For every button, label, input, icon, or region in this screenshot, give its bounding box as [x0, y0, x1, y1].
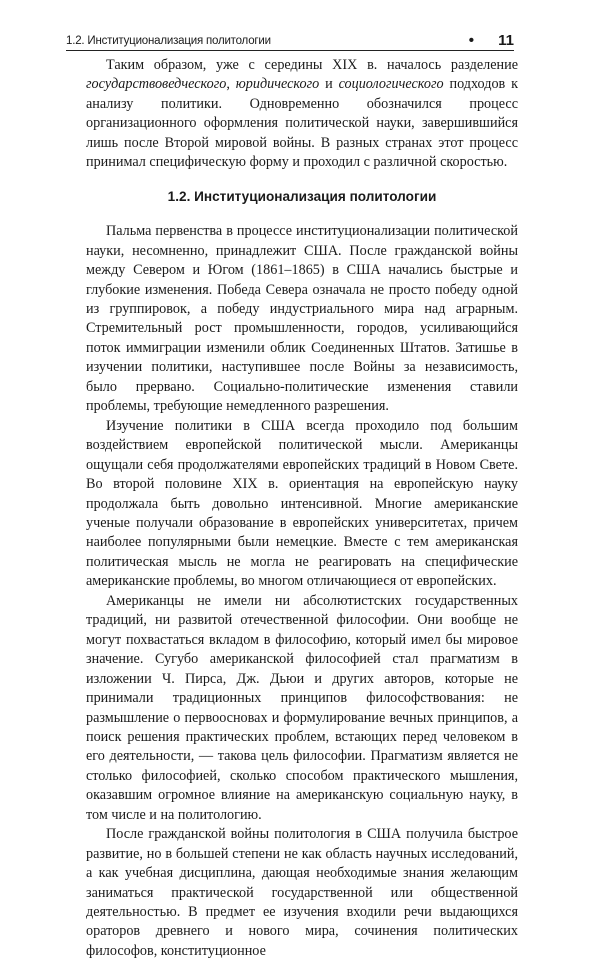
running-title: 1.2. Институционализация политологии [66, 35, 271, 47]
intro-text-4: подходов к анализу политики. Одновременно обозначился процесс организационного оформления политической науки, завершившийся лишь после Второй мировой войны. В разных странах этот процесс принимал специфическую форму и проходил с различной скоростью. [86, 76, 519, 171]
bullet-glyph: • [468, 32, 474, 49]
intro-italic-1: государствоведческого [86, 76, 227, 93]
intro-italic-3: социологического [338, 76, 444, 93]
page-number: 11 [498, 32, 514, 49]
body-paragraph-4: После гражданской войны политология в США получила быстрое развитие, но в большей степени не как область научных исследований, а как учебная дисциплина, дающая необходимые знания желающим заниматься практической государственной или общественной деятельностью. В предмет ее изучения входили речи выдающихся ораторов древнего и нового мира, сочинения политических философов, конституционное [86, 826, 518, 959]
intro-paragraph [86, 56, 518, 173]
section-heading: 1.2. Институционализация политологии [167, 188, 437, 204]
body-paragraph-3: Американцы не имели ни абсолютистских государственных традиций, ни развитой отечественной философии. Они вообще не могут похвастаться вкладом в философию, который имел бы мировое значение. Сугубо американской философией стал прагматизм в изложении Ч. Пирса, Дж. Дьюи и других авторов, которые не принимали традиционных принципов философствования: не размышление о первоосновах и формулирование вечных принципов, а поиск решения практических проблем, встающих перед человеком в его деятельности, — такова цель философии. Прагматизм является не столько философией, сколько способом практического мышления, оказавшим огромное влияние на американскую социальную науку, в том числе и на политологию. [86, 592, 518, 823]
body-paragraph-2: Изучение политики в США всегда проходило под большим воздействием европейской политической мысли. Американцы ощущали себя продолжателями европейских традиций в Новом Свете. Во второй половине XIX в. ориентация на европейскую науку продолжала быть довольно интенсивной. Многие американские ученые получали образование в европейских университетах, причем наиболее популярными были немецкие. Вместе с тем американская политическая мысль не могла не реагировать на специфические американские проблемы, во многом отличающиеся от европейских. [86, 417, 518, 590]
intro-text-2: , [226, 76, 236, 93]
running-header [66, 28, 514, 51]
intro-italic-2: юридического [235, 76, 320, 93]
intro-text-3: и [319, 76, 339, 93]
page-body [86, 56, 518, 961]
intro-text-1: Таким образом, уже с середины XIX в. началось разделение [106, 57, 518, 73]
body-paragraph-1: Пальма первенства в процессе институционализации политической науки, несомненно, принадлежит США. После гражданской войны между Севером и Югом (1861–1865) в США начались быстрые и глубокие изменения. Победа Севера означала не просто победу одной из группировок, а победу индустриального мира над аграрным. Стремительный рост промышленности, городов, усиливающийся поток иммиграции изменили облик Соединенных Штатов. Затишье в изучении политики, наступившее после Войны за независимость, было прервано. Социально-политические изменения ставили проблемы, требующие немедленного разрешения. [86, 223, 518, 415]
